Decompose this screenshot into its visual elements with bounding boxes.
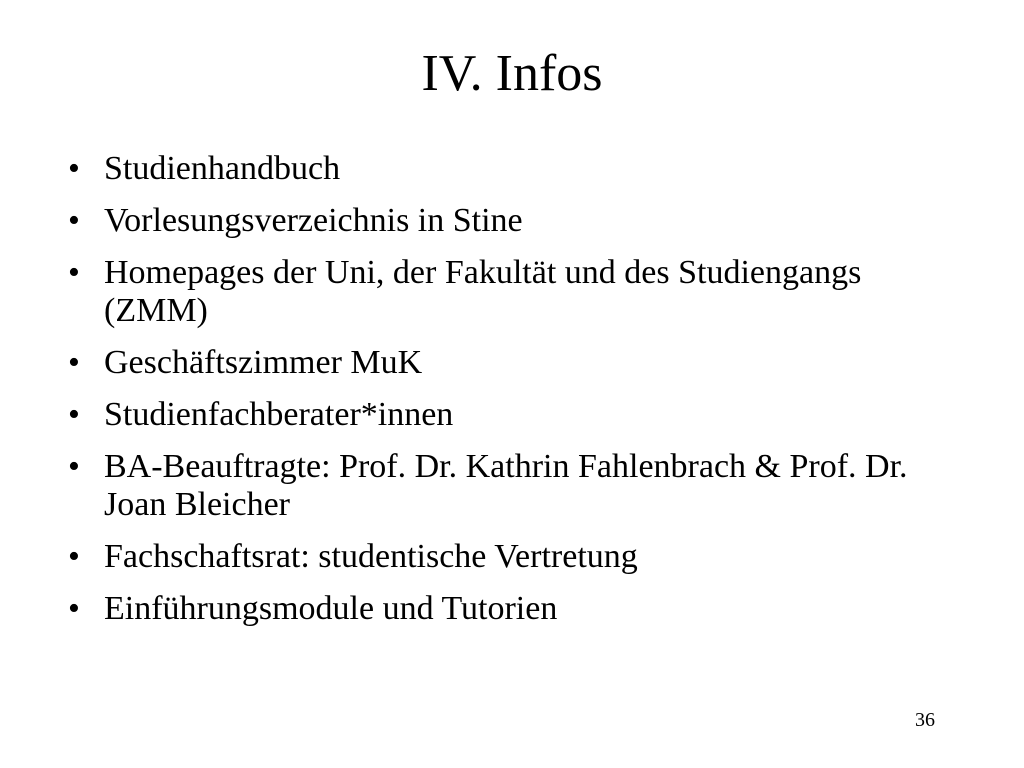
bullet-icon: •	[68, 150, 80, 187]
bullet-text: Geschäftszimmer MuK	[104, 344, 423, 381]
bullet-list	[68, 150, 948, 642]
bullet-icon: •	[68, 590, 80, 627]
bullet-icon: •	[68, 202, 80, 239]
bullet-item-studienfachberater	[68, 396, 948, 434]
bullet-icon: •	[68, 396, 80, 433]
bullet-item-homepages	[68, 254, 948, 330]
bullet-icon: •	[68, 448, 80, 485]
bullet-text: Vorlesungsverzeichnis in Stine	[104, 202, 523, 239]
bullet-item-studienhandbuch	[68, 150, 948, 188]
bullet-text: Studienfachberater*innen	[104, 396, 454, 433]
slide-title: IV. Infos	[421, 45, 603, 102]
bullet-text: BA-Beauftragte: Prof. Dr. Kathrin Fahlenbrach & Prof. Dr. Joan Bleicher	[104, 448, 908, 523]
page-number: 36	[915, 709, 935, 731]
bullet-text: Studienhandbuch	[104, 150, 341, 187]
bullet-text: Fachschaftsrat: studentische Vertretung	[104, 538, 638, 575]
bullet-icon: •	[68, 344, 80, 381]
bullet-text: Homepages der Uni, der Fakultät und des Studiengangs (ZMM)	[104, 254, 862, 329]
bullet-item-geschaeftszimmer	[68, 344, 948, 382]
bullet-icon: •	[68, 538, 80, 575]
bullet-item-einfuehrungsmodule	[68, 590, 948, 628]
bullet-text: Einführungsmodule und Tutorien	[104, 590, 558, 627]
bullet-item-fachschaftsrat	[68, 538, 948, 576]
bullet-item-ba-beauftragte	[68, 448, 948, 524]
bullet-icon: •	[68, 254, 80, 291]
bullet-item-vorlesungsverzeichnis	[68, 202, 948, 240]
